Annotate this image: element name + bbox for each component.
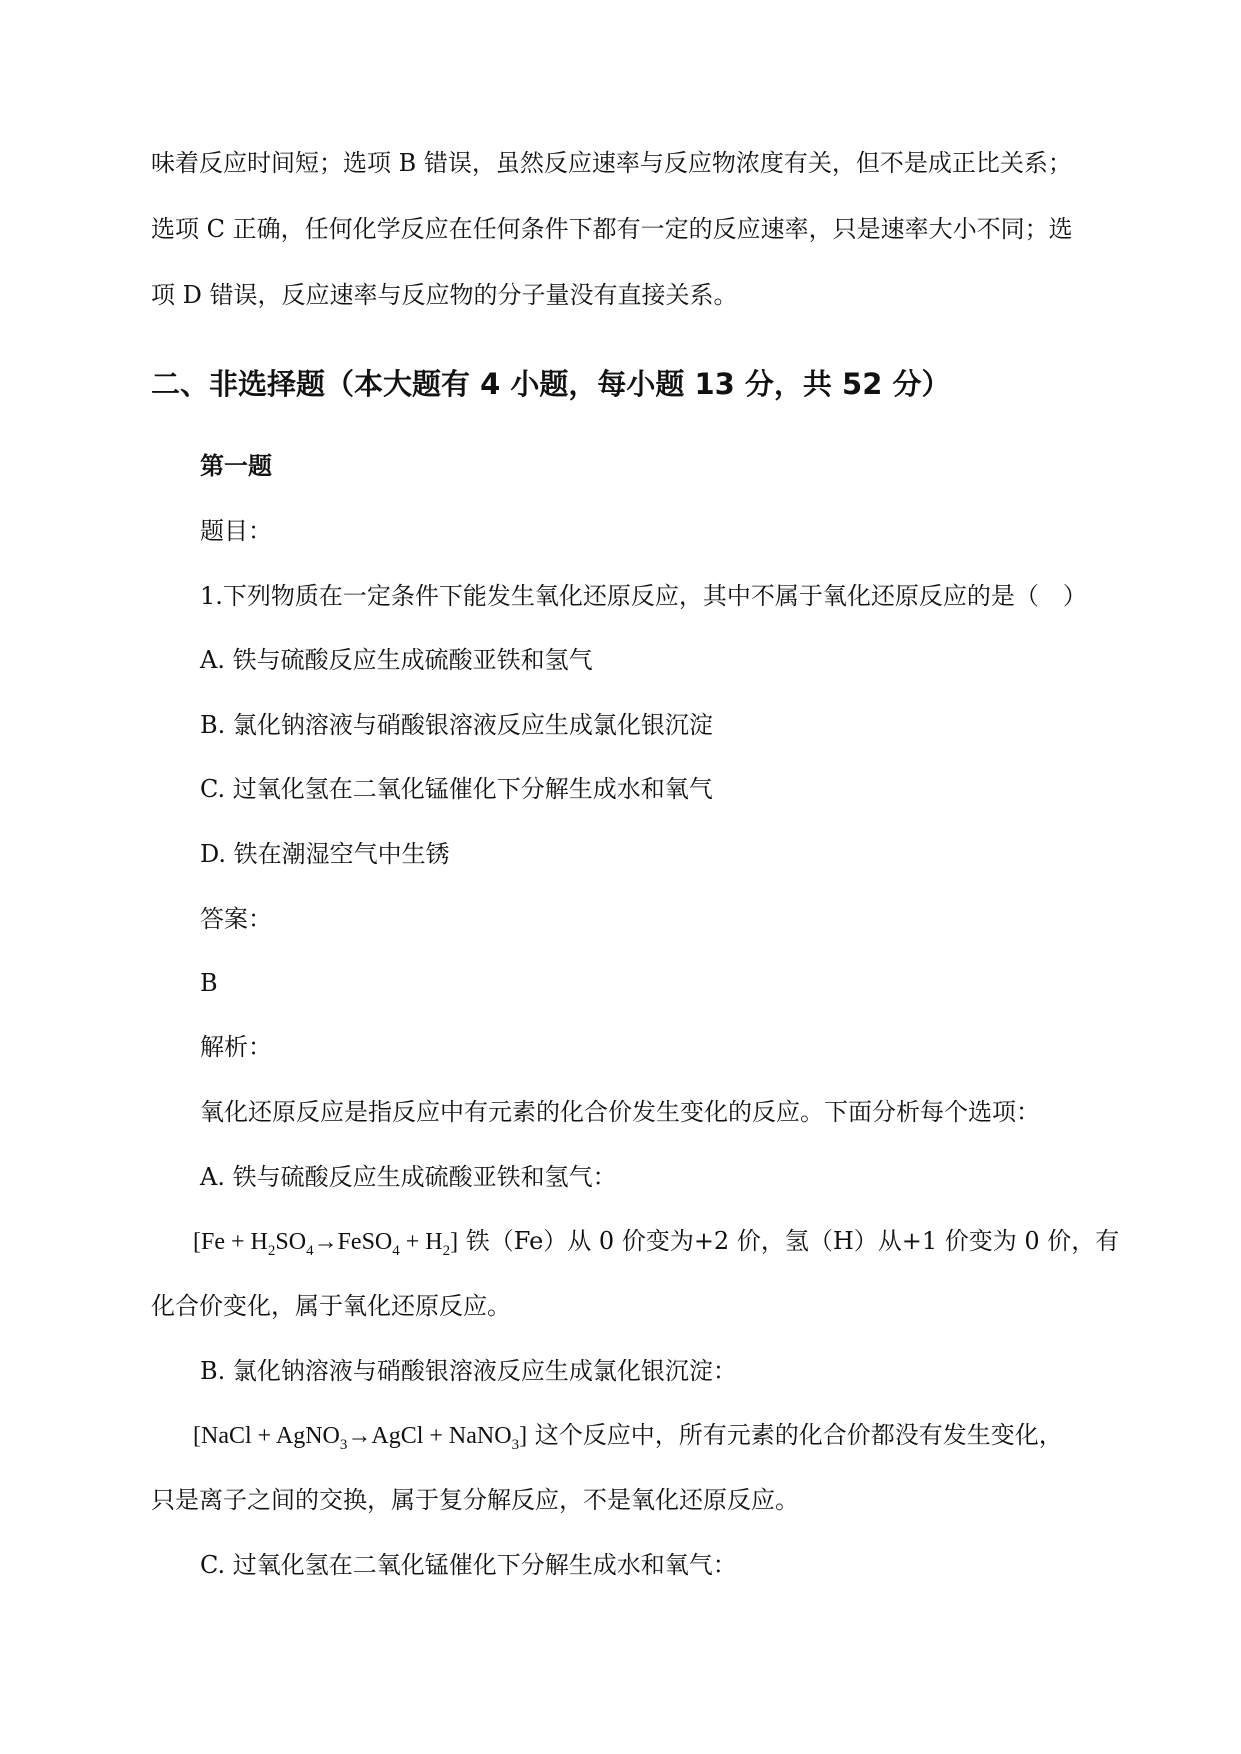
analysis-a-continuation: 化合价变化，属于氧化还原反应。	[151, 1292, 511, 1320]
paragraph-line: 项 D 错误，反应速率与反应物的分子量没有直接关系。	[151, 281, 738, 309]
analysis-a-text: 铁（Fe）从 0 价变为+2 价，氢（H）从+1 价变为 0 价，有	[458, 1227, 1120, 1255]
option-c: C. 过氧化氢在二氧化锰催化下分解生成水和氧气	[200, 775, 713, 803]
paragraph-line: 味着反应时间短；选项 B 错误，虽然反应速率与反应物浓度有关，但不是成正比关系；	[151, 149, 1072, 177]
analysis-a-heading: A. 铁与硫酸反应生成硫酸亚铁和氢气：	[200, 1163, 617, 1191]
formula-subscript: 3	[511, 1436, 520, 1453]
formula-subscript: 2	[267, 1242, 276, 1259]
formula-text: →FeSO	[313, 1229, 393, 1255]
formula-subscript: 4	[392, 1242, 400, 1259]
section-heading: 二、非选择题（本大题有 4 小题，每小题 13 分，共 52 分）	[151, 367, 951, 401]
analysis-intro: 氧化还原反应是指反应中有元素的化合价发生变化的反应。下面分析每个选项：	[200, 1098, 1040, 1126]
formula-text: [	[193, 1423, 201, 1449]
option-a: A. 铁与硫酸反应生成硫酸亚铁和氢气	[200, 646, 593, 674]
formula-subscript: 4	[306, 1242, 314, 1259]
question-prompt-label: 题目：	[200, 517, 272, 545]
formula-text: ]	[519, 1423, 528, 1449]
option-b: B. 氯化钠溶液与硝酸银溶液反应生成氯化银沉淀	[200, 711, 713, 739]
question-stem: 1.下列物质在一定条件下能发生氧化还原反应，其中不属于氧化还原反应的是（ ）	[200, 582, 1087, 610]
chemical-equation-a	[193, 1229, 459, 1259]
answer-value: B	[200, 969, 218, 997]
formula-text: + H	[399, 1229, 443, 1255]
formula-text: SO	[275, 1229, 307, 1255]
formula-text: →AgCl + NaNO	[347, 1423, 512, 1449]
chemical-equation-b	[193, 1423, 528, 1453]
analysis-c-heading: C. 过氧化氢在二氧化锰催化下分解生成水和氧气：	[200, 1551, 737, 1579]
answer-label: 答案：	[200, 905, 272, 933]
analysis-a-line	[193, 1224, 1119, 1259]
formula-subscript: 3	[339, 1436, 348, 1453]
formula-text: ]	[450, 1229, 459, 1255]
analysis-b-continuation: 只是离子之间的交换，属于复分解反应，不是氧化还原反应。	[151, 1486, 799, 1514]
formula-text: Fe + H	[201, 1229, 268, 1255]
analysis-b-heading: B. 氯化钠溶液与硝酸银溶液反应生成氯化银沉淀：	[200, 1357, 737, 1385]
analysis-b-line	[193, 1418, 1063, 1453]
formula-subscript: 2	[442, 1242, 451, 1259]
formula-text: [	[193, 1229, 201, 1255]
formula-text: NaCl + AgNO	[201, 1423, 340, 1449]
option-d: D. 铁在潮湿空气中生锈	[200, 840, 450, 868]
question-title: 第一题	[200, 452, 272, 480]
paragraph-line: 选项 C 正确，任何化学反应在任何条件下都有一定的反应速率，只是速率大小不同；选	[151, 215, 1073, 243]
analysis-b-text: 这个反应中，所有元素的化合价都没有发生变化，	[527, 1421, 1063, 1449]
analysis-label: 解析：	[200, 1033, 272, 1061]
